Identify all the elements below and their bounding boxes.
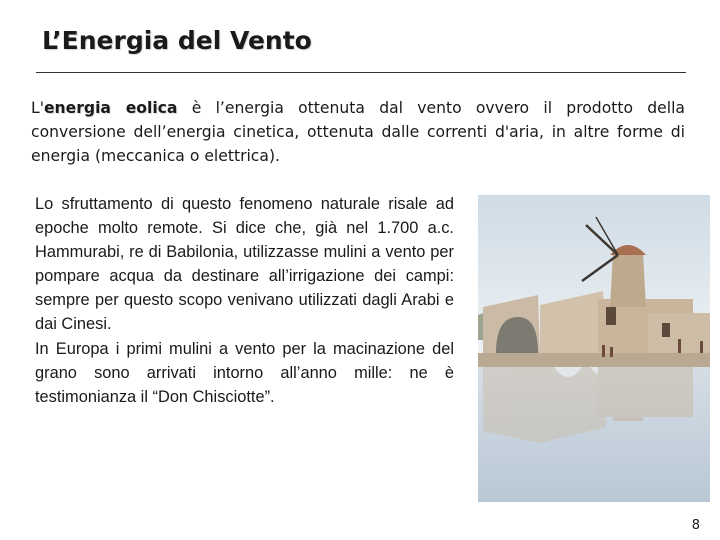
buildings	[483, 291, 710, 353]
paragraph-history: Lo sfruttamento di questo fenomeno naturale risale ad epoche molto remote. Si dice che, già nel 1.700 a.c. Hammurabi, re di Babilonia, utilizzasse mulini a vento per pompare acqua da destinare all’irrigazione dei campi: sempre per questo scopo venivano utilizzati dagli Arabi e dai Cinesi.	[35, 195, 454, 334]
intro-lead: L'	[31, 99, 44, 117]
intro-emphasis: energia eolica	[43, 99, 178, 117]
body-text	[35, 192, 454, 409]
page-number: 8	[691, 518, 700, 533]
ground	[478, 353, 710, 367]
intro-rest: è l’energia ottenuta dal vento ovvero il prodotto della conversione dell’energia cinetica, ottenuta dalle correnti d'aria, in altre forme di energia (meccanica o elettrica).	[31, 99, 685, 165]
windmill-saltpans-photo	[478, 195, 710, 502]
intro-paragraph	[31, 96, 685, 168]
title-divider	[36, 72, 686, 73]
slide-title: L’Energia del Vento	[42, 26, 312, 55]
paragraph-europe: In Europa i primi mulini a vento per la macinazione del grano sono arrivati intorno all’anno mille: ne è testimonianza il “Don Chisciotte”.	[35, 339, 454, 406]
